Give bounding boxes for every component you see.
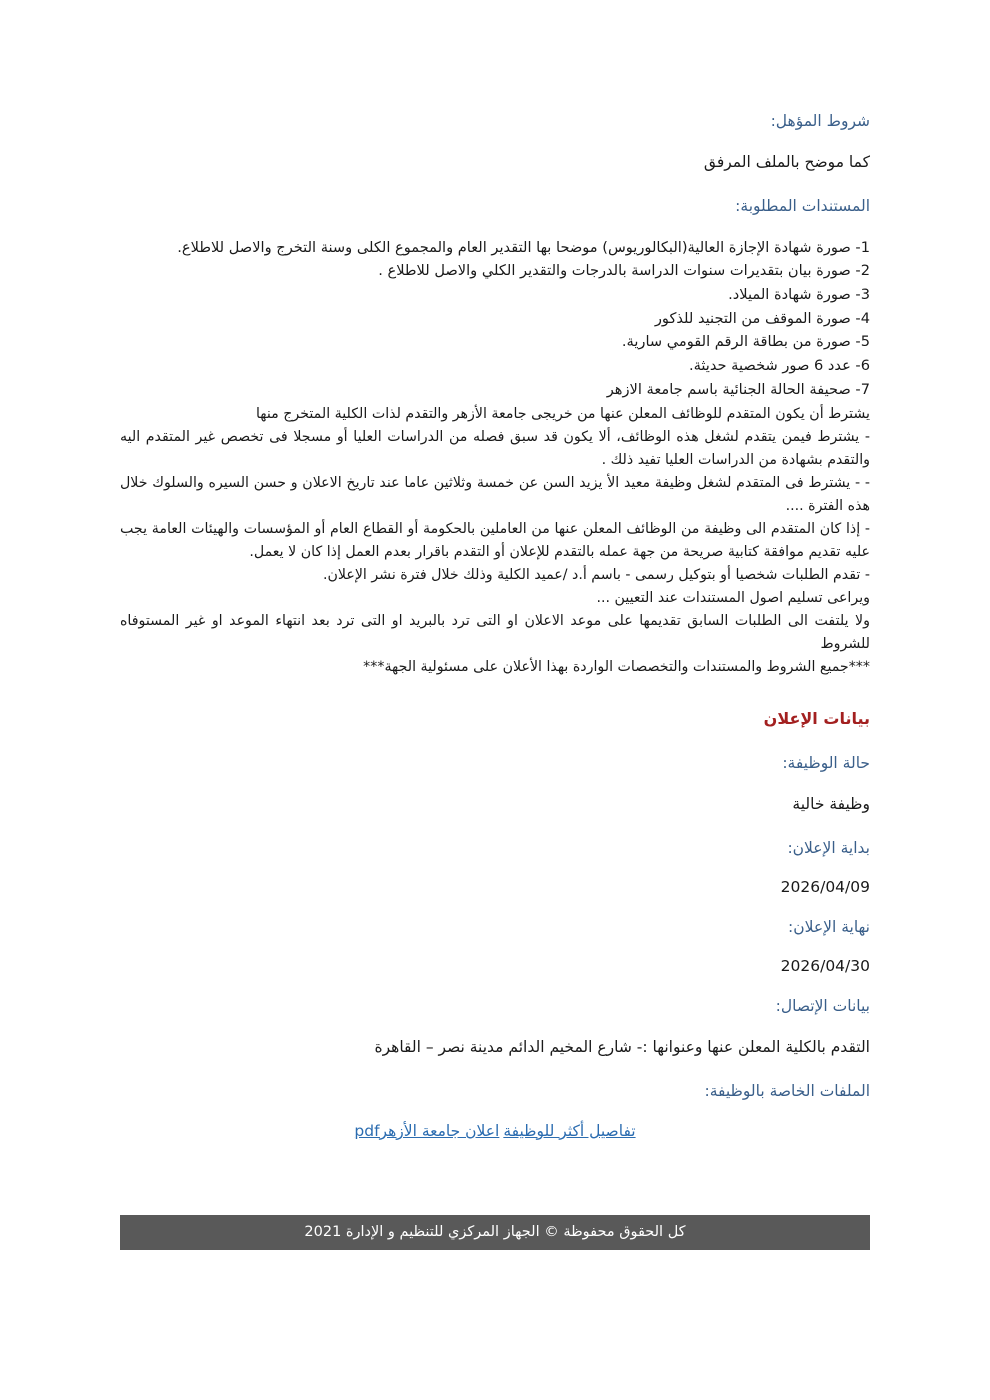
list-item: 3- صورة شهادة الميلاد. <box>728 286 870 304</box>
qualification-conditions-value: كما موضح بالملف المرفق <box>703 153 870 172</box>
announcement-start-value: 2026/04/09 <box>780 877 870 896</box>
condition-paragraph: - - يشترط فى المتقدم لشغل وظيفة معيد الأ يزيد السن عن خمسة وثلاثين عاما عند تاريخ الاعلان و حسن السيره والسلوك خلال هذه الفترة .... <box>120 475 870 515</box>
contact-info-value: التقدم بالكلية المعلن عنها وعنوانها :- شارع المخيم الدائم مدينة نصر – القاهرة <box>374 1038 870 1057</box>
condition-paragraph: - إذا كان المتقدم الى وظيفة من الوظائف المعلن عنها من العاملين بالحكومة أو القطاع العام أو المؤسسات والهيئات العامة يجب عليه تقديم موافقة كتابية صريحة من جهة عمله بالتقدم للإعلان أو التقدم باقرار بعدم العمل إذا كان لا يعمل. <box>120 521 870 561</box>
job-files-label: الملفات الخاصة بالوظيفة: <box>704 1081 870 1100</box>
list-item: 6- عدد 6 صور شخصية حديثة. <box>688 356 870 374</box>
job-details-link[interactable]: تفاصيل أكثر للوظيفة <box>503 1121 636 1140</box>
job-status-value: وظيفة خالية <box>792 795 870 814</box>
list-item: 2- صورة بيان بتقديرات سنوات الدراسة بالدرجات والتقدير الكلي والاصل للاطلاع . <box>378 262 870 280</box>
page-footer: كل الحقوق محفوظة © الجهاز المركزي للتنظيم و الإدارة 2021 <box>120 1215 870 1250</box>
qualification-conditions-label: شروط المؤهل: <box>770 112 870 130</box>
pdf-file-link[interactable]: pdf <box>354 1121 380 1140</box>
announcement-end-value: 2026/04/30 <box>780 957 870 976</box>
announcement-end-label: نهاية الإعلان: <box>788 917 870 936</box>
list-item: 5- صورة من بطاقة الرقم القومي سارية. <box>621 333 870 351</box>
conditions-paragraphs <box>120 403 870 679</box>
job-files-links <box>120 1121 870 1140</box>
condition-paragraph: - يشترط فيمن يتقدم لشغل هذه الوظائف، ألا يكون قد سبق فصله من الدراسات العليا أو مسجلا فى تخصص غير المتقدم اليه والتقدم بشهادة من الدراسات العليا تفيد ذلك . <box>120 429 870 469</box>
job-status-label: حالة الوظيفة: <box>782 754 870 773</box>
contact-info-label: بيانات الإتصال: <box>775 997 870 1016</box>
responsibility-note: ***جميع الشروط والمستندات والتخصصات الواردة بهذا الأعلان على مسئولية الجهة*** <box>363 659 870 676</box>
condition-paragraph: ولا يلتفت الى الطلبات السابق تقديمها على موعد الاعلان او التى ترد بالبريد او التى ترد بعد انتهاء الموعد او غير المستوفاه للشروط <box>120 613 870 653</box>
list-item: 1- صورة شهادة الإجازة العالية(البكالوريوس) موضحا بها التقدير العام والمجموع الكلى وسنة التخرج والاصل للاطلاع. <box>177 238 870 256</box>
announcement-data-heading: بيانات الإعلان <box>763 709 870 729</box>
announcement-start-label: بداية الإعلان: <box>787 838 870 857</box>
list-item: 4- صورة الموقف من التجنيد للذكور <box>654 309 870 327</box>
required-documents-list <box>120 236 870 401</box>
condition-paragraph: - تقدم الطلبات شخصيا أو بتوكيل رسمى - باسم أ.د /عميد الكلية وذلك خلال فترة نشر الإعلان. <box>322 567 870 584</box>
required-documents-label: المستندات المطلوبة: <box>735 196 870 215</box>
azhar-announcement-link[interactable]: اعلان جامعة الأزهر <box>379 1121 500 1140</box>
condition-paragraph: ويراعى تسليم اصول المستندات عند التعيين ... <box>596 590 870 607</box>
list-item: 7- صحيفة الحالة الجنائية باسم جامعة الازهر <box>606 380 870 398</box>
condition-paragraph: يشترط أن يكون المتقدم للوظائف المعلن عنها من خريجى جامعة الأزهر والتقدم لذات الكلية المتخرج منها <box>255 406 870 423</box>
